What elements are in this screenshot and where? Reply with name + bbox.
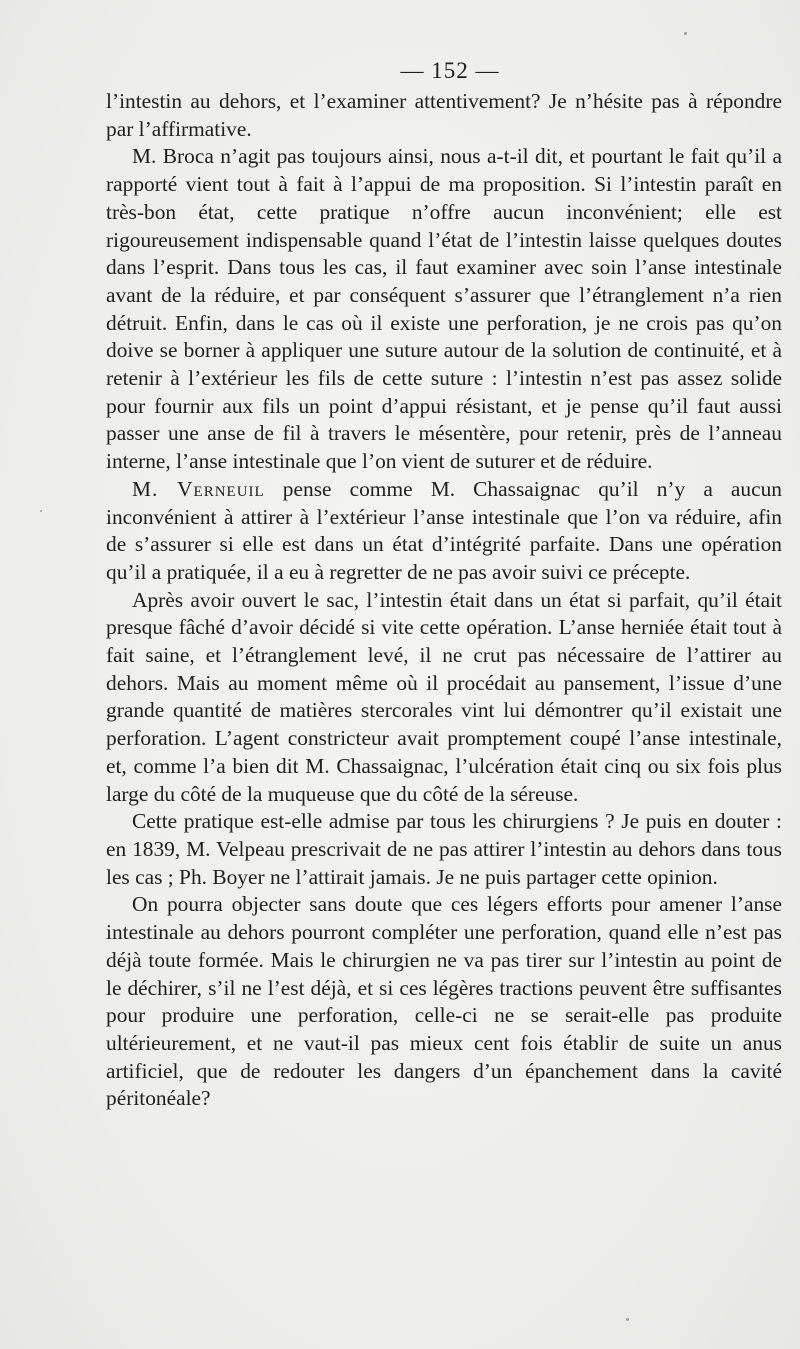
paragraph-verneuil: [106, 476, 782, 587]
paragraph-text: l’intestin au dehors, et l’examiner attentivement? Je n’hésite pas à répondre par l’affirmative.: [106, 89, 782, 141]
page-body: [106, 88, 782, 1113]
paper-speck: [626, 1318, 629, 1321]
paragraph-broca-discussion: [106, 143, 782, 475]
paragraph-text: Cette pratique est-elle admise par tous les chirurgiens ? Je puis en douter : en 1839, M. Velpeau prescrivait de ne pas attirer l’intestin au dehors dans tous les cas ; Ph. Boyer ne l’attirait jamais. Je ne puis partager cette opinion.: [106, 809, 782, 889]
paragraph-practice-question: [106, 808, 782, 891]
paragraph-text: Après avoir ouvert le sac, l’intestin était dans un état si parfait, qu’il était presque fâché d’avoir décidé si vite cette opération. L’anse herniée était tout à fait saine, et l’étranglement levé, il ne crut pas nécessaire de l’attirer au dehors. Mais au moment même où il procédait au pansement, l’issue d’une grande quantité de matières stercorales vint lui démontrer qu’il existait une perforation. L’agent constricteur avait promptement coupé l’anse intestinale, et, comme l’a bien dit M. Chassaignac, l’ulcération était cinq ou six fois plus large du côté de la muqueuse que du côté de la séreuse.: [106, 587, 782, 806]
paragraph-objection: [106, 891, 782, 1113]
paragraph-continuation: [106, 88, 782, 143]
paper-speck: [40, 510, 42, 512]
paragraph-text: M. Broca n’agit pas toujours ainsi, nous a-t-il dit, et pourtant le fait qu’il a rapporté vient tout à fait à l’appui de ma proposition. Si l’intestin paraît en très-bon état, cette pratique n’offre aucun inconvénient; elle est rigoureusement indispensable quand l’état de l’intestin laisse quelques doutes dans l’esprit. Dans tous les cas, il faut examiner avec soin l’anse intestinale avant de la réduire, et par conséquent s’assurer que l’étranglement n’a rien détruit. Enfin, dans le cas où il existe une perforation, je ne crois pas qu’on doive se borner à appliquer une suture autour de la solution de continuité, et à retenir à l’extérieur les fils de cette suture : l’intestin n’est pas assez solide pour fournir aux fils un point d’appui résistant, et je pense qu’il faut aussi passer une anse de fil à travers le mésentère, pour retenir, près de l’anneau interne, l’anse intestinale que l’on vient de suturer et de réduire.: [106, 144, 782, 474]
speaker-name: M. Verneuil: [132, 476, 265, 501]
paragraph-text: On pourra objecter sans doute que ces légers efforts pour amener l’anse intestinale au dehors pourront compléter une perforation, quand elle n’est pas déjà toute formée. Mais le chirurgien ne va pas tirer sur l’intestin au point de le déchirer, s’il ne l’est déjà, et si ces légères tractions peuvent être suffisantes pour produire une perforation, celle-ci ne se serait-elle pas produite ultérieurement, et ne vaut-il pas mieux cent fois établir de suite un anus artificiel, que de redouter les dangers d’un épanchement dans la cavité péritonéale?: [106, 892, 782, 1111]
page-number: — 152 —: [400, 58, 500, 83]
paper-speck: [684, 32, 687, 35]
paragraph-operation-account: [106, 587, 782, 809]
paragraph-text: pense comme M. Chassaignac qu’il n’y a aucun inconvénient à attirer à l’extérieur l’anse intestinale que l’on va réduire, afin de s’assurer si elle est dans un état d’intégrité parfaite. Dans une opération qu’il a pratiquée, il a eu à regretter de ne pas avoir suivi ce précepte.: [106, 476, 783, 584]
